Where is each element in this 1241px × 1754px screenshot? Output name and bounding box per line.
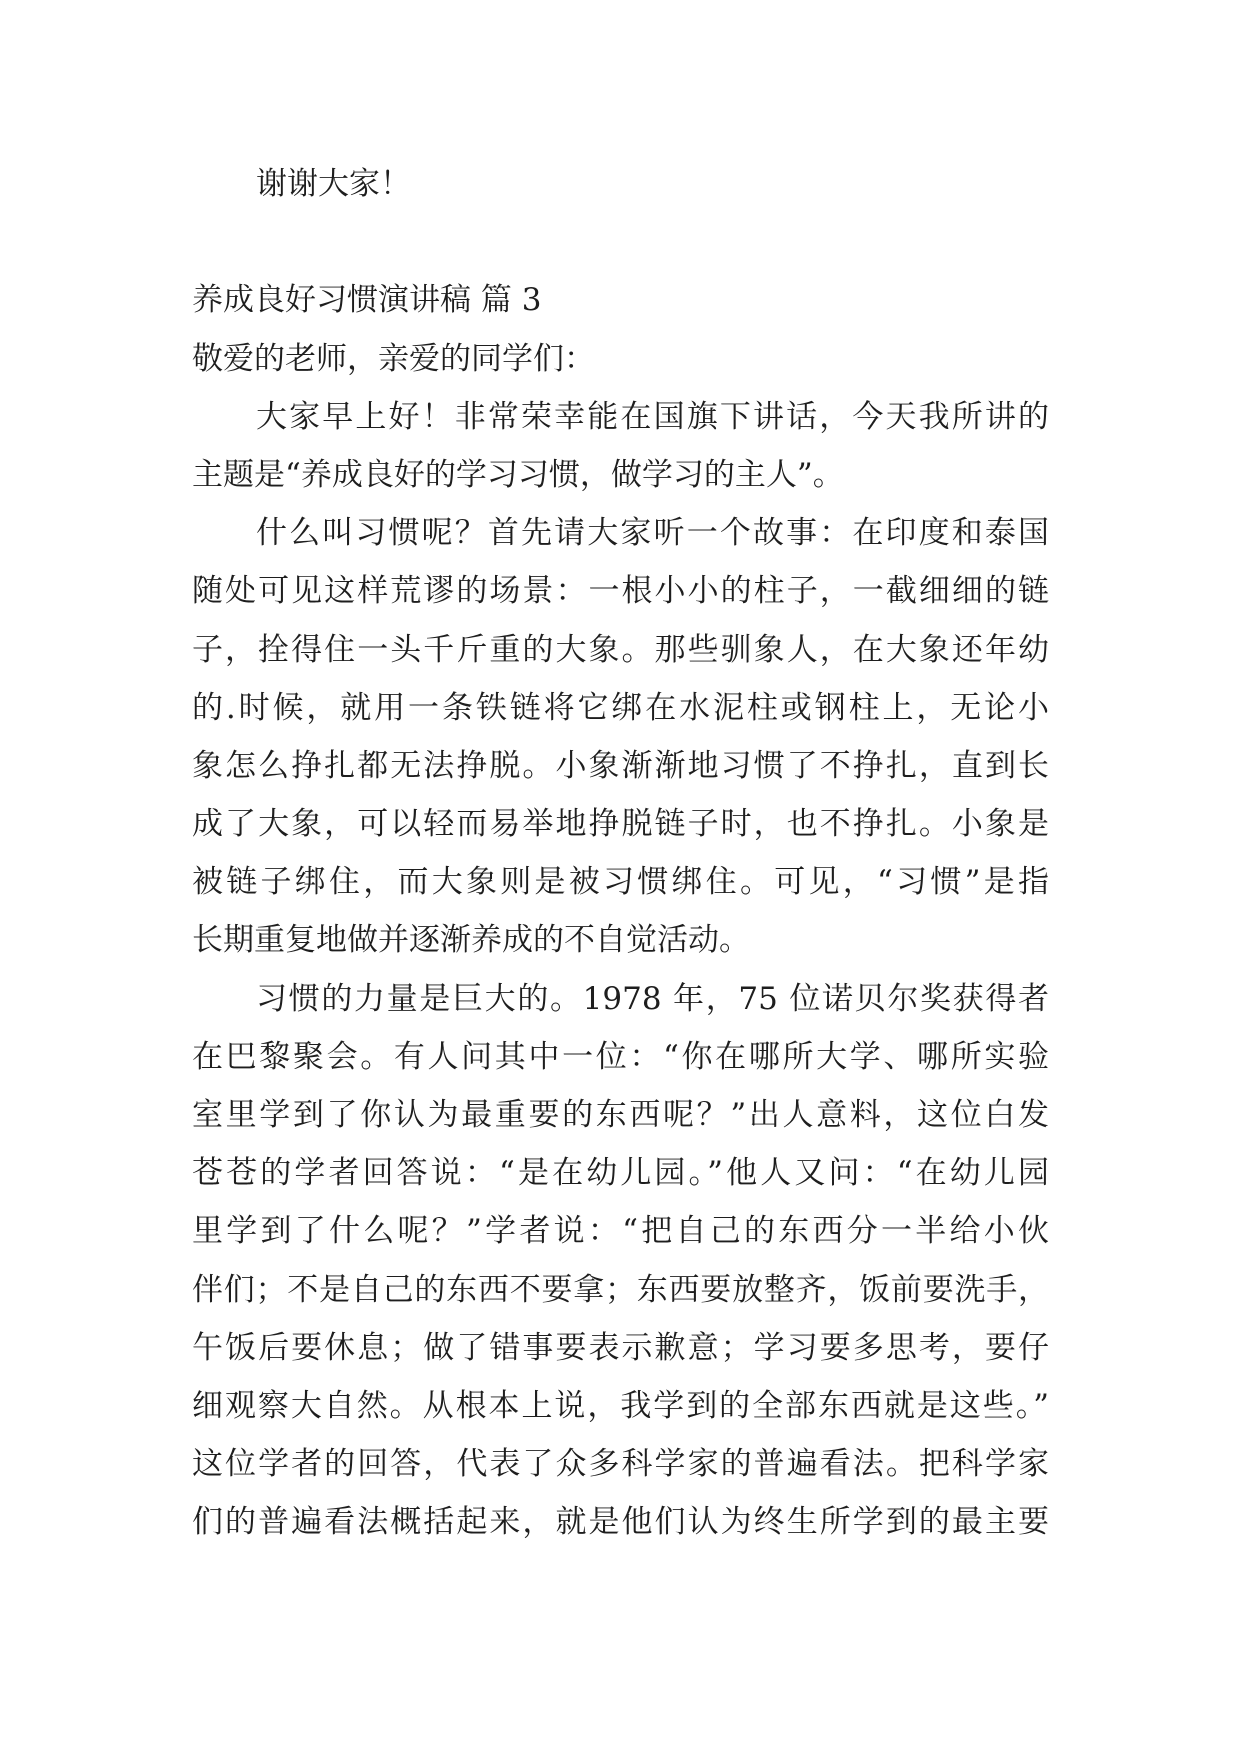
- salutation: 敬爱的老师，亲爱的同学们：: [192, 340, 595, 377]
- document-body: [192, 155, 1049, 1552]
- paragraph-line: 午饭后要休息；做了错事要表示歉意；学习要多思考，要仔: [192, 1329, 1049, 1366]
- paragraph-line: 细观察大自然。从根本上说，我学到的全部东西就是这些。”: [192, 1387, 1049, 1424]
- body-paragraph: [192, 388, 1049, 504]
- paragraph-line: 这位学者的回答，代表了众多科学家的普遍看法。把科学家: [192, 1446, 1049, 1483]
- paragraph-line: 象怎么挣扎都无法挣脱。小象渐渐地习惯了不挣扎，直到长: [192, 747, 1049, 784]
- paragraph-line: 主题是“养成良好的学习习惯，做学习的主人”。: [192, 456, 844, 493]
- paragraph-line: 的.时候，就用一条铁链将它绑在水泥柱或钢柱上，无论小: [192, 689, 1049, 726]
- section-title: 养成良好习惯演讲稿 篇 3: [192, 282, 542, 319]
- closing-line: 谢谢大家！: [256, 166, 411, 202]
- paragraph-line: 伴们；不是自己的东西不要拿；东西要放整齐，饭前要洗手，: [192, 1271, 1049, 1308]
- paragraph-line: 们的普遍看法概括起来，就是他们认为终生所学到的最主要: [192, 1504, 1049, 1541]
- paragraph-line: 习惯的力量是巨大的。1978 年，75 位诺贝尔奖获得者: [256, 980, 1049, 1017]
- paragraph-line: 长期重复地做并逐渐养成的不自觉活动。: [192, 922, 750, 959]
- paragraph-line: 子，拴得住一头千斤重的大象。那些驯象人，在大象还年幼: [192, 631, 1049, 668]
- paragraph-line: 什么叫习惯呢？首先请大家听一个故事：在印度和泰国: [256, 515, 1049, 552]
- paragraph-line: 被链子绑住，而大象则是被习惯绑住。可见，“习惯”是指: [192, 864, 1049, 901]
- body-paragraph: [192, 504, 1049, 970]
- paragraph-line: 成了大象，可以轻而易举地挣脱链子时，也不挣扎。小象是: [192, 806, 1049, 843]
- paragraph-line: 里学到了什么呢？”学者说：“把自己的东西分一半给小伙: [192, 1213, 1049, 1250]
- blank-line: [192, 213, 1049, 271]
- paragraph-line: 大家早上好！非常荣幸能在国旗下讲话，今天我所讲的: [256, 398, 1049, 435]
- paragraph-line: 在巴黎聚会。有人问其中一位：“你在哪所大学、哪所实验: [192, 1038, 1049, 1075]
- paragraph-line: 室里学到了你认为最重要的东西呢？”出人意料，这位白发: [192, 1097, 1049, 1133]
- paragraph-line: 苍苍的学者回答说：“是在幼儿园。”他人又问：“在幼儿园: [192, 1155, 1049, 1192]
- paragraph-line: 随处可见这样荒谬的场景：一根小小的柱子，一截细细的链: [192, 573, 1049, 610]
- body-paragraph: [192, 970, 1049, 1552]
